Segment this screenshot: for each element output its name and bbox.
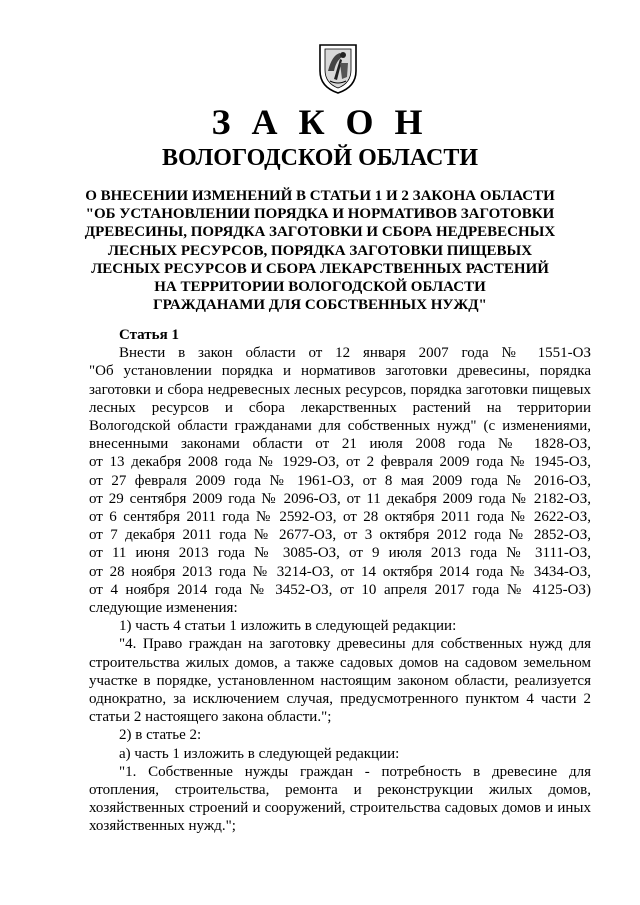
quote-2-line: хозяйственных строений и сооружений, строительства садовых домов и иных [89,800,591,817]
subject-line: НА ТЕРРИТОРИИ ВОЛОГОДСКОЙ ОБЛАСТИ [154,279,486,296]
intro-line: заготовки и сбора недревесных лесных ресурсов, порядка заготовки пищевых [89,381,591,398]
region-title: ВОЛОГОДСКОЙ ОБЛАСТИ [161,145,479,171]
subject-line: ЛЕСНЫХ РЕСУРСОВ, ПОРЯДКА ЗАГОТОВКИ ПИЩЕВЫХ [107,242,533,259]
intro-line: Вологодской области гражданами для собственных нужд" (с изменениями, [89,418,591,435]
intro-line: от 13 декабря 2008 года № 1929-ОЗ, от 2 февраля 2009 года № 1945-ОЗ, [89,454,591,471]
quote-2-line: "1. Собственные нужды граждан - потребность в древесине для [119,763,591,780]
intro-line: следующие изменения: [89,600,238,617]
amendment-item-1: 1) часть 4 статьи 1 изложить в следующей редакции: [119,618,457,635]
article-1 [89,326,591,836]
intro-line: от 4 ноября 2014 года № 3452-ОЗ, от 10 апреля 2017 года № 4125-ОЗ) [89,581,591,598]
subject-line: ЛЕСНЫХ РЕСУРСОВ И СБОРА ЛЕКАРСТВЕННЫХ РАСТЕНИЙ [91,260,549,277]
intro-line: "Об установлении порядка и нормативов заготовки древесины, порядка [89,363,591,380]
intro-line: Внести в закон области от 12 января 2007 года № 1551-ОЗ [119,345,591,362]
law-subject [60,187,580,314]
subject-line: О ВНЕСЕНИИ ИЗМЕНЕНИЙ В СТАТЬИ 1 И 2 ЗАКОНА ОБЛАСТИ [85,188,555,204]
subject-line: ДРЕВЕСИНЫ, ПОРЯДКА ЗАГОТОВКИ И СБОРА НЕДРЕВЕСНЫХ [84,224,556,241]
quote-2-line: хозяйственных нужд."; [89,818,236,835]
coat-of-arms-icon [316,41,360,95]
intro-line: от 11 июня 2013 года № 3085-ОЗ, от 9 июля 2013 года № 3111-ОЗ, [89,545,591,562]
intro-line: внесенными законами области от 21 июля 2008 года № 1828-ОЗ, [89,436,591,453]
quote-1-line: "4. Право граждан на заготовку древесины для собственных нужд для [119,636,591,653]
article-heading: Статья 1 [119,327,179,343]
law-title: З А К О Н [211,102,429,142]
quote-1-line: однократно, за исключением случая, предусмотренного пунктом 4 части 2 [89,691,591,708]
intro-line: от 27 февраля 2009 года № 1961-ОЗ, от 8 мая 2009 года № 2016-ОЗ, [89,472,591,489]
quote-1-line: статьи 2 настоящего закона области."; [89,709,332,726]
intro-line: лесных ресурсов и сбора лекарственных растений на территории [89,399,591,416]
quote-1-line: участке в порядке, установленном настоящим законом области, реализуется [89,672,591,689]
quote-1-line: строительства жилых домов, а также садовых домов на садовом земельном [89,654,591,671]
intro-line: от 29 сентября 2009 года № 2096-ОЗ, от 11 декабря 2009 года № 2182-ОЗ, [89,490,591,507]
amendment-item-2a: а) часть 1 изложить в следующей редакции: [119,745,400,762]
intro-line: от 7 декабря 2011 года № 2677-ОЗ, от 3 октября 2012 года № 2852-ОЗ, [89,527,591,544]
amendment-item-2: 2) в статье 2: [119,727,202,744]
subject-line: ГРАЖДАНАМИ ДЛЯ СОБСТВЕННЫХ НУЖД" [153,297,487,314]
intro-line: от 6 сентября 2011 года № 2592-ОЗ, от 28 октября 2011 года № 2622-ОЗ, [89,509,591,526]
quote-2-line: отопления, строительства, ремонта и реконструкции жилых домов, [89,782,591,799]
intro-line: от 28 ноября 2013 года № 3214-ОЗ, от 14 октября 2014 года № 3434-ОЗ, [89,563,591,580]
subject-line: "ОБ УСТАНОВЛЕНИИ ПОРЯДКА И НОРМАТИВОВ ЗАГОТОВКИ [85,206,555,223]
